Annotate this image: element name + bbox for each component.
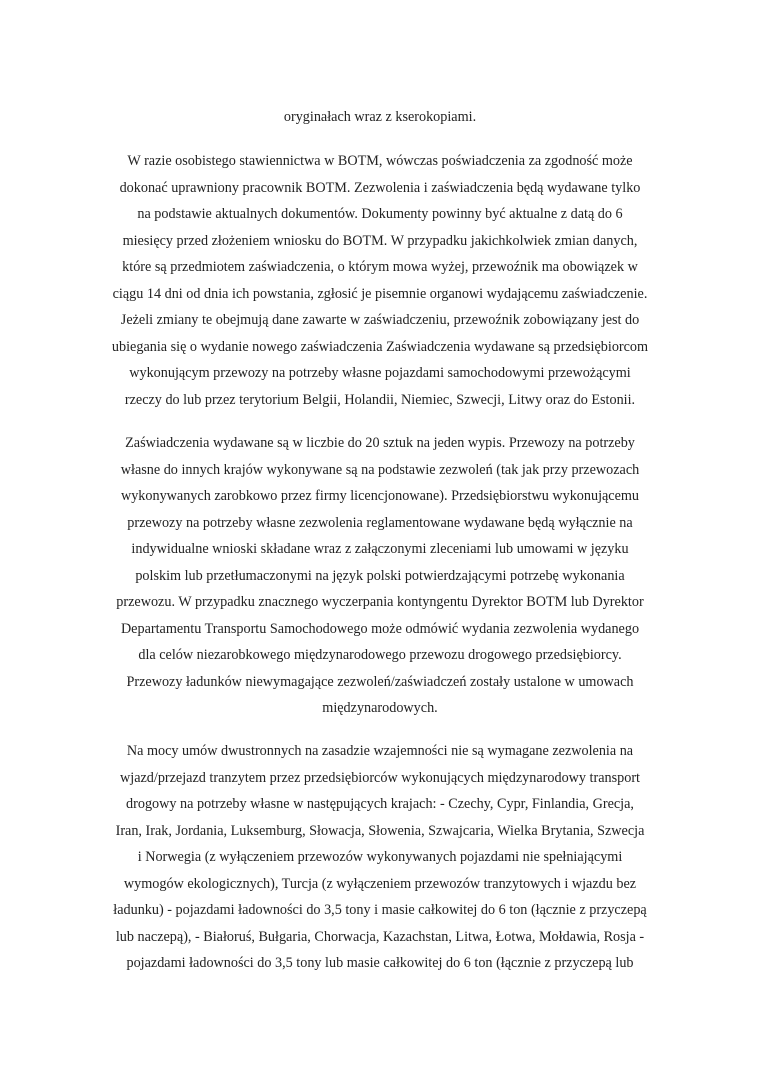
- text-line: pojazdami ładowności do 3,5 tony lub masie całkowitej do 6 ton (łącznie z przyczepą lub: [126, 955, 634, 971]
- text-line: Jeżeli zmiany te obejmują dane zawarte w zaświadczeniu, przewoźnik zobowiązany jest do: [120, 312, 640, 328]
- text-line: ubiegania się o wydanie nowego zaświadczenia Zaświadczenia wydawane są przedsiębiorcom: [111, 338, 649, 355]
- text-line: oryginałach wraz z kserokopiami.: [283, 109, 477, 125]
- text-line: miesięcy przed złożeniem wniosku do BOTM. W przypadku jakichkolwiek zmian danych,: [122, 232, 638, 249]
- text-line: dla celów niezarobkowego międzynarodowego przewozu drogowego przedsiębiorcy.: [138, 647, 622, 663]
- text-line: wjazd/przejazd tranzytem przez przedsiębiorców wykonujących międzynarodowy transport: [120, 769, 640, 786]
- paragraph-3: [84, 430, 676, 722]
- text-line: które są przedmiotem zaświadczenia, o którym mowa wyżej, przewoźnik ma obowiązek w: [122, 259, 638, 275]
- text-line: ciągu 14 dni od dnia ich powstania, zgłosić je pisemnie organowi wydającemu zaświadczenie.: [112, 285, 648, 302]
- text-line: przewozu. W przypadku znacznego wyczerpania kontyngentu Dyrektor BOTM lub Dyrektor: [116, 594, 644, 610]
- paragraph-1: [84, 104, 676, 131]
- text-line: Iran, Irak, Jordania, Luksemburg, Słowacja, Słowenia, Szwajcaria, Wielka Brytania, Szwecja: [115, 822, 645, 839]
- text-line: drogowy na potrzeby własne w następujących krajach: - Czechy, Cypr, Finlandia, Grecja,: [126, 796, 634, 812]
- text-line: przewozy na potrzeby własne zezwolenia reglamentowane wydawane będą wyłącznie na: [127, 514, 633, 531]
- text-line: własne do innych krajów wykonywane są na podstawie zezwoleń (tak jak przy przewozach: [120, 461, 640, 478]
- text-line: indywidualne wnioski składane wraz z załączonymi zleceniami lub umowami w języku: [131, 541, 629, 557]
- text-line: Na mocy umów dwustronnych na zasadzie wzajemności nie są wymagane zezwolenia na: [126, 743, 634, 759]
- text-line: ładunku) - pojazdami ładowności do 3,5 tony i masie całkowitej do 6 ton (łącznie z przyczepą: [113, 902, 647, 918]
- text-line: lub naczepą), - Białoruś, Bułgaria, Chorwacja, Kazachstan, Litwa, Łotwa, Mołdawia, Rosja -: [115, 928, 645, 945]
- text-line: W razie osobistego stawiennictwa w BOTM, wówczas poświadczenia za zgodność może: [127, 153, 633, 169]
- text-line: Zaświadczenia wydawane są w liczbie do 20 sztuk na jeden wypis. Przewozy na potrzeby: [125, 435, 635, 451]
- text-line: dokonać uprawniony pracownik BOTM. Zezwolenia i zaświadczenia będą wydawane tylko: [119, 179, 641, 196]
- text-line: wykonywanych zarobkowo przez firmy licencjonowane). Przedsiębiorstwu wykonującemu: [120, 488, 640, 504]
- text-line: Departamentu Transportu Samochodowego może odmówić wydania zezwolenia wydanego: [120, 620, 640, 637]
- text-line: wymogów ekologicznych), Turcja (z wyłączeniem przewozów tranzytowych i wjazdu bez: [123, 875, 637, 892]
- text-line: i Norwegia (z wyłączeniem przewozów wykonywanych pojazdami nie spełniającymi: [137, 849, 623, 865]
- text-line: polskim lub przetłumaczonymi na język polski potwierdzającymi potrzebę wykonania: [135, 567, 625, 584]
- paragraph-4: [84, 738, 676, 977]
- text-line: na podstawie aktualnych dokumentów. Dokumenty powinny być aktualne z datą do 6: [137, 206, 623, 222]
- text-line: Przewozy ładunków niewymagające zezwoleń/zaświadczeń zostały ustalone w umowach: [126, 673, 634, 690]
- text-line: międzynarodowych.: [322, 700, 438, 716]
- paragraph-2: [84, 148, 676, 413]
- text-line: wykonującym przewozy na potrzeby własne pojazdami samochodowymi przewożącymi: [129, 365, 631, 381]
- text-line: rzeczy do lub przez terytorium Belgii, Holandii, Niemiec, Szwecji, Litwy oraz do Estonii.: [124, 391, 636, 408]
